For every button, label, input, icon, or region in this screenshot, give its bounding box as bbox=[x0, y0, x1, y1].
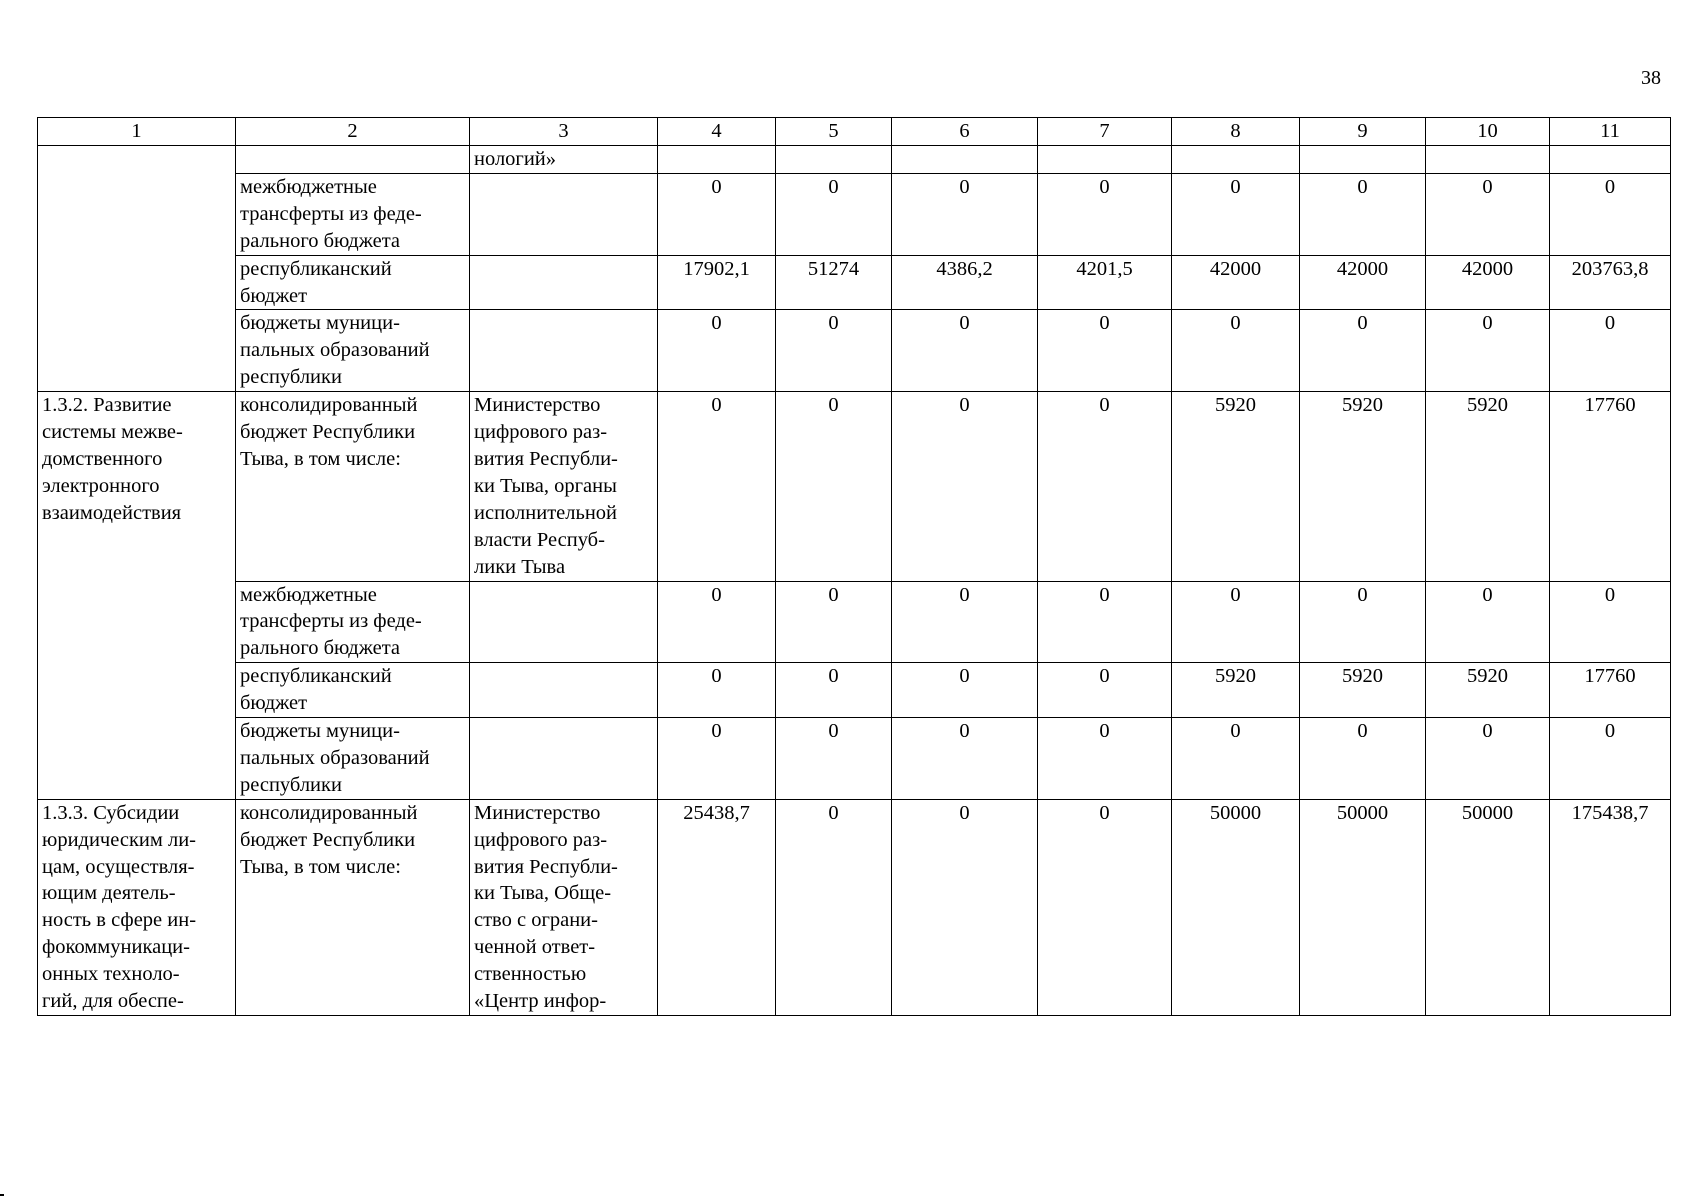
total-cell: 0 bbox=[1550, 718, 1671, 800]
value-cell: 0 bbox=[892, 173, 1038, 255]
value-cell bbox=[776, 146, 892, 174]
funding-source-line: бюджет bbox=[240, 692, 308, 715]
value-cell: 0 bbox=[1172, 718, 1300, 800]
activity-line: домственного bbox=[42, 447, 163, 470]
value-cell: 0 bbox=[892, 718, 1038, 800]
value-cell: 5920 bbox=[1426, 392, 1550, 581]
budget-table bbox=[37, 117, 1671, 1016]
table-row bbox=[38, 146, 1671, 174]
funding-source-line: консолидированный bbox=[240, 394, 418, 417]
activity-line: 1.3.3. Субсидии bbox=[42, 801, 180, 824]
value-cell: 17902,1 bbox=[658, 255, 776, 310]
executor-line: нологий» bbox=[474, 148, 557, 170]
funding-source-line: рального бюджета bbox=[240, 637, 401, 660]
header-cell: 5 bbox=[776, 118, 892, 146]
value-cell: 5920 bbox=[1426, 663, 1550, 718]
funding-source-line: бюджет Республики bbox=[240, 421, 416, 444]
table-row bbox=[38, 663, 1671, 718]
value-cell: 0 bbox=[658, 173, 776, 255]
value-cell: 0 bbox=[1426, 310, 1550, 392]
table-row bbox=[38, 392, 1671, 581]
value-cell: 0 bbox=[1426, 581, 1550, 663]
value-cell: 50000 bbox=[1300, 799, 1426, 1015]
executor-cell bbox=[470, 146, 658, 174]
funding-source-cell bbox=[236, 718, 470, 800]
activity-line: взаимодействия bbox=[42, 501, 182, 524]
executor-line: вития Республи- bbox=[474, 855, 618, 878]
activity-line: ющим деятель- bbox=[42, 882, 176, 905]
activity-line: ность в сфере ин- bbox=[42, 909, 197, 932]
value-cell: 0 bbox=[1038, 392, 1172, 581]
activity-line: системы межве- bbox=[42, 421, 183, 444]
funding-source-line: трансферты из феде- bbox=[240, 610, 422, 633]
header-cell: 1 bbox=[38, 118, 236, 146]
value-cell: 0 bbox=[776, 581, 892, 663]
value-cell: 0 bbox=[658, 310, 776, 392]
funding-source-line: рального бюджета bbox=[240, 229, 401, 252]
value-cell: 0 bbox=[776, 173, 892, 255]
table-row bbox=[38, 799, 1671, 1015]
table-row bbox=[38, 310, 1671, 392]
total-cell bbox=[1550, 146, 1671, 174]
funding-source-line: республики bbox=[240, 366, 342, 389]
value-cell: 42000 bbox=[1300, 255, 1426, 310]
funding-source-cell bbox=[236, 581, 470, 663]
table-row bbox=[38, 581, 1671, 663]
executor-cell bbox=[470, 173, 658, 255]
value-cell: 0 bbox=[1038, 799, 1172, 1015]
executor-line: ственностью bbox=[474, 963, 587, 986]
activity-cell bbox=[38, 146, 236, 392]
executor-cell bbox=[470, 392, 658, 581]
header-cell: 6 bbox=[892, 118, 1038, 146]
value-cell bbox=[1172, 146, 1300, 174]
value-cell: 0 bbox=[892, 581, 1038, 663]
table-row bbox=[38, 255, 1671, 310]
value-cell: 0 bbox=[658, 718, 776, 800]
funding-source-line: пальных образований bbox=[240, 746, 430, 769]
executor-line: лики Тыва bbox=[474, 555, 566, 578]
value-cell: 0 bbox=[658, 581, 776, 663]
executor-line: вития Республи- bbox=[474, 447, 618, 470]
executor-line: цифрового раз- bbox=[474, 421, 608, 444]
value-cell: 50000 bbox=[1172, 799, 1300, 1015]
executor-line: исполнительной bbox=[474, 501, 618, 524]
header-cell: 11 bbox=[1550, 118, 1671, 146]
value-cell: 0 bbox=[658, 392, 776, 581]
total-cell: 0 bbox=[1550, 310, 1671, 392]
funding-source-line: республики bbox=[240, 773, 342, 796]
value-cell: 5920 bbox=[1172, 663, 1300, 718]
activity-line: 1.3.2. Развитие bbox=[42, 394, 172, 417]
value-cell: 0 bbox=[1038, 173, 1172, 255]
value-cell: 5920 bbox=[1172, 392, 1300, 581]
activity-line: юридическим ли- bbox=[42, 828, 197, 851]
value-cell: 42000 bbox=[1426, 255, 1550, 310]
header-cell: 8 bbox=[1172, 118, 1300, 146]
value-cell: 0 bbox=[1038, 718, 1172, 800]
executor-cell bbox=[470, 581, 658, 663]
funding-source-line: трансферты из феде- bbox=[240, 202, 422, 225]
value-cell: 0 bbox=[1172, 581, 1300, 663]
header-row bbox=[38, 118, 1671, 146]
value-cell: 0 bbox=[1300, 718, 1426, 800]
value-cell: 50000 bbox=[1426, 799, 1550, 1015]
page-number: 38 bbox=[1641, 67, 1661, 89]
value-cell: 0 bbox=[776, 799, 892, 1015]
funding-source-line: бюджет Республики bbox=[240, 828, 416, 851]
activity-line: гий, для обеспе- bbox=[42, 990, 184, 1013]
total-cell: 0 bbox=[1550, 581, 1671, 663]
funding-source-cell bbox=[236, 799, 470, 1015]
executor-line: власти Респуб- bbox=[474, 528, 605, 551]
table-row bbox=[38, 718, 1671, 800]
value-cell: 0 bbox=[1038, 663, 1172, 718]
value-cell: 0 bbox=[776, 310, 892, 392]
value-cell bbox=[1038, 146, 1172, 174]
value-cell: 4201,5 bbox=[1038, 255, 1172, 310]
header-cell: 4 bbox=[658, 118, 776, 146]
funding-source-line: бюджеты муници- bbox=[240, 312, 400, 335]
value-cell: 0 bbox=[776, 392, 892, 581]
value-cell: 0 bbox=[892, 799, 1038, 1015]
executor-line: ки Тыва, Обще- bbox=[474, 882, 612, 905]
executor-line: цифрового раз- bbox=[474, 828, 608, 851]
value-cell bbox=[892, 146, 1038, 174]
funding-source-line: бюджеты муници- bbox=[240, 720, 400, 743]
value-cell: 0 bbox=[776, 718, 892, 800]
value-cell: 5920 bbox=[1300, 392, 1426, 581]
scan-edge-mark bbox=[0, 1194, 4, 1196]
executor-cell bbox=[470, 310, 658, 392]
funding-source-cell bbox=[236, 663, 470, 718]
funding-source-line: межбюджетные bbox=[240, 175, 377, 198]
funding-source-line: консолидированный bbox=[240, 801, 418, 824]
funding-source-line: республиканский bbox=[240, 257, 392, 280]
executor-line: ство с ограни- bbox=[474, 909, 598, 932]
activity-line: цам, осуществля- bbox=[42, 855, 195, 878]
funding-source-line: пальных образований bbox=[240, 339, 430, 362]
funding-source-cell bbox=[236, 392, 470, 581]
activity-cell bbox=[38, 799, 236, 1015]
executor-line: Министерство bbox=[474, 801, 601, 824]
executor-line: ченной ответ- bbox=[474, 936, 596, 959]
executor-line: «Центр инфор- bbox=[474, 990, 607, 1013]
header-cell: 3 bbox=[470, 118, 658, 146]
value-cell: 0 bbox=[1300, 310, 1426, 392]
value-cell: 0 bbox=[658, 663, 776, 718]
header-cell: 9 bbox=[1300, 118, 1426, 146]
value-cell: 0 bbox=[1300, 173, 1426, 255]
funding-source-line: Тыва, в том числе: bbox=[240, 447, 401, 470]
activity-line: электронного bbox=[42, 474, 160, 497]
header-cell: 7 bbox=[1038, 118, 1172, 146]
funding-source-cell bbox=[236, 255, 470, 310]
executor-cell bbox=[470, 718, 658, 800]
value-cell bbox=[1300, 146, 1426, 174]
funding-source-cell bbox=[236, 146, 470, 174]
table-row bbox=[38, 173, 1671, 255]
value-cell: 4386,2 bbox=[892, 255, 1038, 310]
value-cell bbox=[1426, 146, 1550, 174]
total-cell: 17760 bbox=[1550, 392, 1671, 581]
activity-line: фокоммуникаци- bbox=[42, 936, 190, 959]
activity-cell bbox=[38, 392, 236, 800]
header-cell: 2 bbox=[236, 118, 470, 146]
value-cell: 0 bbox=[1172, 173, 1300, 255]
funding-source-line: бюджет bbox=[240, 284, 308, 307]
executor-cell bbox=[470, 799, 658, 1015]
value-cell: 0 bbox=[1172, 310, 1300, 392]
value-cell: 25438,7 bbox=[658, 799, 776, 1015]
value-cell: 0 bbox=[1426, 173, 1550, 255]
value-cell: 0 bbox=[892, 392, 1038, 581]
total-cell: 203763,8 bbox=[1550, 255, 1671, 310]
executor-line: Министерство bbox=[474, 394, 601, 417]
executor-cell bbox=[470, 255, 658, 310]
total-cell: 0 bbox=[1550, 173, 1671, 255]
funding-source-line: республиканский bbox=[240, 665, 392, 688]
executor-line: ки Тыва, органы bbox=[474, 474, 617, 497]
value-cell: 0 bbox=[1300, 581, 1426, 663]
value-cell: 5920 bbox=[1300, 663, 1426, 718]
value-cell bbox=[658, 146, 776, 174]
value-cell: 0 bbox=[892, 310, 1038, 392]
value-cell: 0 bbox=[892, 663, 1038, 718]
value-cell: 51274 bbox=[776, 255, 892, 310]
header-cell: 10 bbox=[1426, 118, 1550, 146]
funding-source-line: межбюджетные bbox=[240, 583, 377, 606]
funding-source-line: Тыва, в том числе: bbox=[240, 855, 401, 878]
total-cell: 175438,7 bbox=[1550, 799, 1671, 1015]
value-cell: 0 bbox=[776, 663, 892, 718]
executor-cell bbox=[470, 663, 658, 718]
value-cell: 0 bbox=[1038, 310, 1172, 392]
activity-line: онных техноло- bbox=[42, 963, 180, 986]
value-cell: 0 bbox=[1038, 581, 1172, 663]
funding-source-cell bbox=[236, 310, 470, 392]
value-cell: 0 bbox=[1426, 718, 1550, 800]
total-cell: 17760 bbox=[1550, 663, 1671, 718]
value-cell: 42000 bbox=[1172, 255, 1300, 310]
funding-source-cell bbox=[236, 173, 470, 255]
